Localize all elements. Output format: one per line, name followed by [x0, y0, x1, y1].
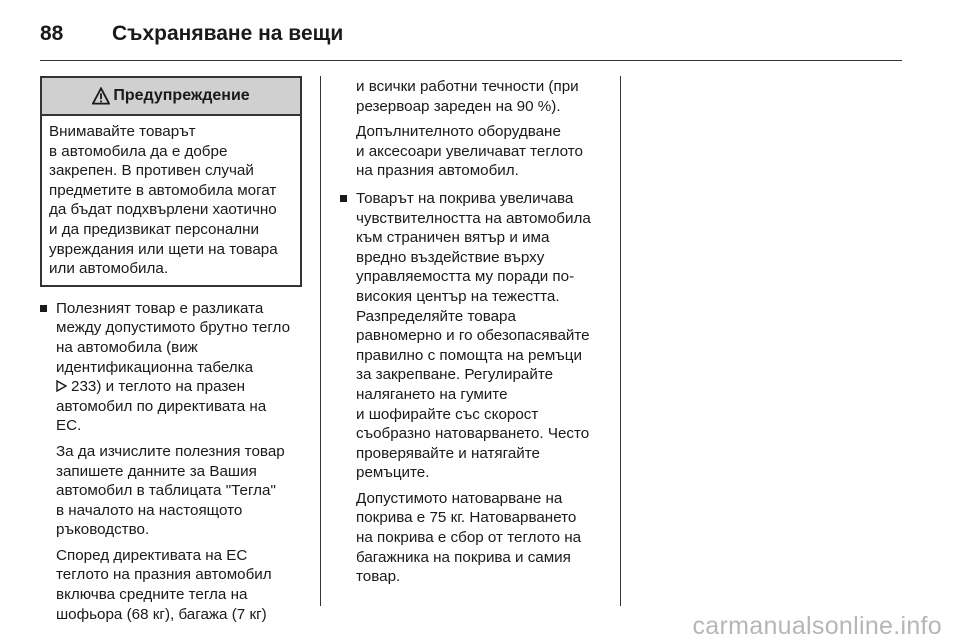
- text-line: между допустимото брутно тегло: [56, 319, 291, 337]
- text-line: теглото на празния автомобил: [56, 566, 272, 584]
- text-line: Полезният товар е разликата: [56, 299, 264, 317]
- text-line: ЕС.: [56, 417, 82, 435]
- paragraph: [56, 546, 302, 624]
- text-line: за закрепване. Регулирайте: [356, 366, 554, 384]
- text-line: Според директивата на ЕС: [56, 546, 248, 564]
- text-line: Товарът на покрива увеличава: [356, 189, 574, 207]
- list-item-roof-load: [340, 189, 606, 587]
- text-line: Допустимото натоварване на: [356, 489, 563, 507]
- text-line: управляемостта му поради по-: [356, 268, 575, 286]
- warning-heading: Предупреждение: [113, 87, 250, 105]
- page-header: [40, 14, 343, 54]
- text-line: багажника на покрива и самия: [356, 548, 571, 566]
- text-line: закрепен. В противен случай: [49, 162, 254, 180]
- page-reference-triangle-icon: [56, 380, 67, 392]
- text-line: Допълнителното оборудване: [356, 123, 561, 141]
- text-line: правилно с помощта на ремъци: [356, 346, 582, 364]
- text-line: в началото на настоящото: [56, 501, 243, 519]
- page-number: 88: [40, 22, 64, 45]
- text-line: налягането на гумите: [356, 385, 508, 403]
- text-line: предметите в автомобила могат: [49, 181, 277, 199]
- text-line: покрива е 75 кг. Натоварването: [356, 509, 577, 527]
- text-line: автомобил по директивата на: [56, 397, 267, 415]
- paragraph: [356, 77, 606, 116]
- text-line: ръководство.: [56, 521, 150, 539]
- text-line: автомобил в таблицата "Тегла": [56, 482, 276, 500]
- text-line: на покрива е сбор от теглото на: [356, 529, 582, 547]
- text-line: идентификационна табелка: [56, 358, 254, 376]
- warning-triangle-icon: [92, 87, 110, 105]
- bullet-square-icon: [340, 195, 347, 202]
- column-divider-right: [620, 76, 621, 606]
- text-line: на празния автомобил.: [356, 162, 519, 180]
- list-item-payload: [40, 299, 302, 625]
- text-line: съобразно натоварването. Често: [356, 425, 590, 443]
- paragraph: [356, 122, 606, 181]
- header-rule: [40, 60, 902, 61]
- middle-column: [340, 77, 606, 593]
- text-line: проверявайте и натягайте: [356, 444, 540, 462]
- warning-header: [42, 78, 300, 116]
- text-line: вредно въздействие върху: [356, 248, 545, 266]
- watermark: carmanualsonline.info: [692, 612, 942, 640]
- text-line: шофьора (68 кг), багажа (7 кг): [56, 605, 267, 623]
- bullet-square-icon: [40, 305, 47, 312]
- text-line: включва средните тегла на: [56, 586, 248, 604]
- text-line: в автомобила да е добре: [49, 142, 228, 160]
- text-line: към страничен вятър и има: [356, 229, 550, 247]
- text-line: високия център на тежестта.: [356, 287, 560, 305]
- text-line: и всички работни течности (при: [356, 78, 579, 95]
- text-line: Внимавайте товарът: [49, 123, 196, 140]
- text-line: Разпределяйте товара: [356, 307, 516, 325]
- text-line: товар.: [356, 568, 401, 586]
- text-line: резервоар зареден на 90 %).: [356, 97, 561, 115]
- text-line: и да предизвикат персонални: [49, 220, 260, 238]
- warning-text: [42, 116, 300, 285]
- text-line: и шофирайте със скорост: [356, 405, 539, 423]
- text-line: на автомобила (виж: [56, 338, 198, 356]
- warning-box: [40, 76, 302, 287]
- text-line: За да изчислите полезния товар: [56, 442, 285, 460]
- text-line: чувствителността на автомобила: [356, 209, 591, 227]
- page-title: Съхраняване на вещи: [112, 22, 344, 45]
- text-line: да бъдат подхвърлени хаотично: [49, 201, 277, 219]
- paragraph: [356, 489, 606, 587]
- page-reference-link[interactable]: 233) и теглото на празен: [71, 378, 245, 396]
- text-line: [56, 377, 302, 397]
- text-line: увреждания или щети на товара: [49, 240, 278, 258]
- text-line: и аксесоари увеличават теглото: [356, 142, 583, 160]
- text-line: или автомобила.: [49, 260, 169, 278]
- left-column: [40, 76, 302, 630]
- text-line: ремъците.: [356, 464, 430, 482]
- text-line: равномерно и го обезопасявайте: [356, 327, 590, 345]
- paragraph: [56, 442, 302, 540]
- column-divider-left: [320, 76, 321, 606]
- text-line: запишете данните за Вашия: [56, 462, 257, 480]
